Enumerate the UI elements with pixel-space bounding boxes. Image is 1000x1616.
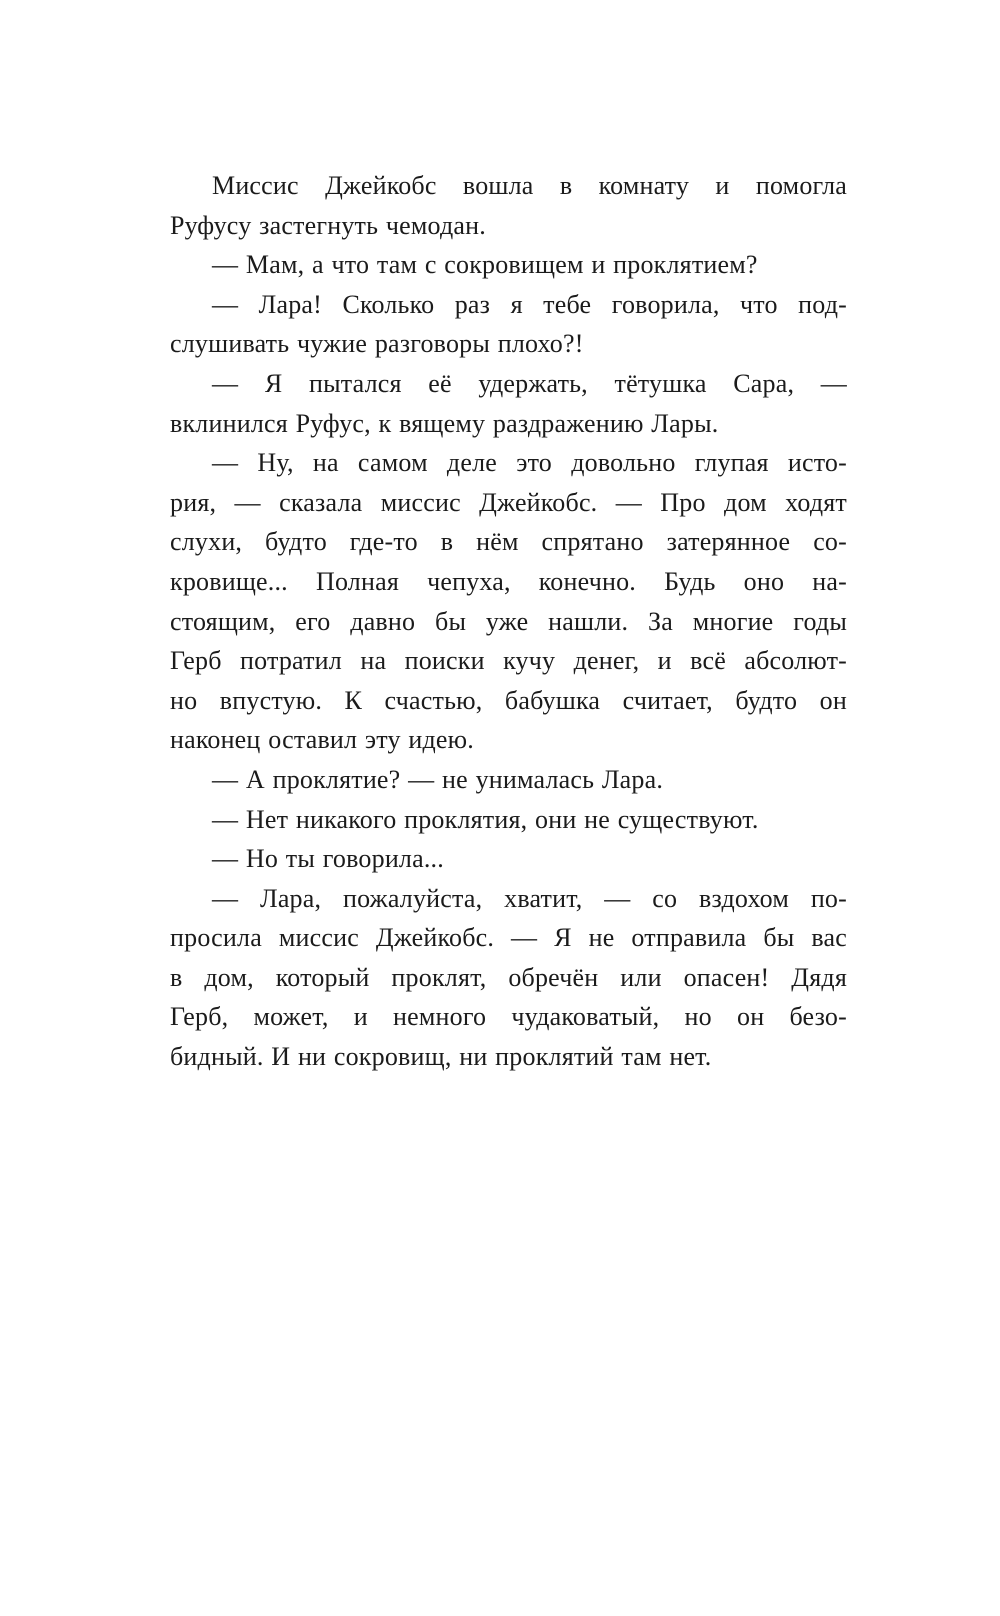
text-line: просила миссис Джейкобс. — Я не отправила бы вас (170, 923, 847, 953)
text-line: вклинился Руфус, к вящему раздражению Лары. (170, 408, 719, 438)
paragraph (170, 839, 847, 879)
text-line: Герб, может, и немного чудаковатый, но он безо- (170, 1002, 847, 1032)
paragraph (170, 285, 847, 364)
text-line: бидный. И ни сокровищ, ни проклятий там нет. (170, 1042, 712, 1072)
text-line: в дом, который проклят, обречён или опасен! Дядя (170, 962, 847, 992)
text-line: но впустую. К счастью, бабушка считает, будто он (170, 685, 847, 715)
text-line: Миссис Джейкобс вошла в комнату и помогла (212, 171, 847, 200)
text-line: — Лара! Сколько раз я тебе говорила, что под- (212, 289, 847, 319)
text-block (170, 166, 847, 1077)
paragraph (170, 245, 847, 285)
paragraph (170, 760, 847, 800)
text-line: стоящим, его давно бы уже нашли. За многие годы (170, 606, 847, 636)
text-line: — Нет никакого проклятия, они не существуют. (212, 804, 759, 834)
text-line: — Лара, пожалуйста, хватит, — со вздохом по- (212, 883, 847, 913)
text-line: слушивать чужие разговоры плохо?! (170, 329, 584, 359)
text-line: — Я пытался её удержать, тётушка Сара, — (212, 368, 847, 398)
text-line: — Но ты говорила... (212, 844, 444, 874)
text-line: кровище... Полная чепуха, конечно. Будь оно на- (170, 566, 847, 596)
paragraph (170, 800, 847, 840)
text-line: — Мам, а что там с сокровищем и проклятием? (212, 250, 758, 280)
text-line: наконец оставил эту идею. (170, 725, 474, 755)
text-line: рия, — сказала миссис Джейкобс. — Про дом ходят (170, 487, 847, 517)
text-line: — А проклятие? — не унималась Лара. (212, 764, 664, 794)
paragraph (170, 166, 847, 245)
text-line: Руфусу застегнуть чемодан. (170, 210, 486, 240)
text-line: — Ну, на самом деле это довольно глупая исто- (212, 448, 847, 478)
paragraph (170, 443, 847, 760)
paragraph (170, 364, 847, 443)
text-line: слухи, будто где-то в нём спрятано затерянное со- (170, 527, 847, 557)
text-line: Герб потратил на поиски кучу денег, и всё абсолют- (170, 646, 847, 676)
paragraph (170, 879, 847, 1077)
